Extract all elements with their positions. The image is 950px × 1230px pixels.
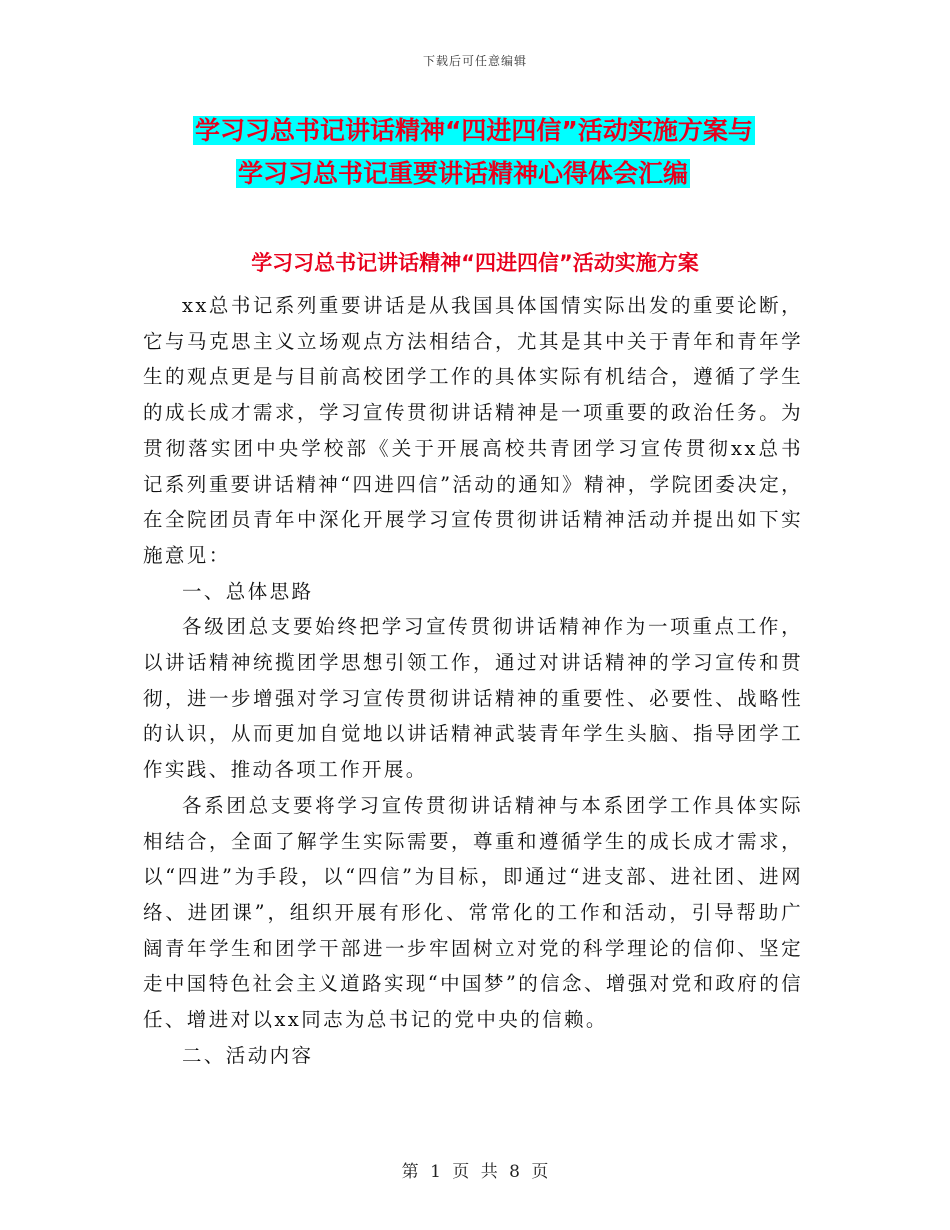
main-title-line-1-text: 学习习总书记讲话精神“四进四信”活动实施方案与	[195, 116, 753, 145]
page-header: 下载后可任意编辑	[422, 54, 527, 68]
body-paragraph: 各级团总支要始终把学习宣传贯彻讲话精神作为一项重点工作，以讲话精神统揽团学思想引领工作，通过对讲话精神的学习宣传和贯彻，进一步增强对学习宣传贯彻讲话精神的重要性、必要性、战略性的认识，从而更加自觉地以讲话精神武装青年学生头脑、指导团学工作实践、推动各项工作开展。	[143, 615, 803, 782]
document-body	[143, 288, 803, 1073]
body-paragraph: 各系团总支要将学习宣传贯彻讲话精神与本系团学工作具体实际相结合，全面了解学生实际需要，尊重和遵循学生的成长成才需求，以“四进”为手段，以“四信”为目标，即通过“进支部、进社团、进网络、进团课”，组织开展有形化、常常化的工作和活动，引导帮助广阔青年学生和团学干部进一步牢固树立对党的科学理论的信仰、坚定走中国特色社会主义道路实现“中国梦”的信念、增强对党和政府的信任、增进对以xx同志为总书记的党中央的信赖。	[143, 793, 803, 1032]
main-title-line-2-text: 学习习总书记重要讲话精神心得体会汇编	[238, 159, 689, 188]
section-heading-overall-approach: 一、总体思路	[182, 579, 314, 603]
intro-paragraph: xx总书记系列重要讲话是从我国具体国情实际出发的重要论断，它与马克思主义立场观点方法相结合，尤其是其中关于青年和青年学生的观点更是与目前高校团学工作的具体实际有机结合，遵循了学生的成长成才需求，学习宣传贯彻讲话精神是一项重要的政治任务。为贯彻落实团中央学校部《关于开展高校共青团学习宣传贯彻xx总书记系列重要讲话精神“四进四信”活动的通知》精神，学院团委决定，在全院团员青年中深化开展学习宣传贯彻讲话精神活动并提出如下实施意见：	[143, 294, 803, 567]
page-footer: 第 1 页 共 8 页	[401, 1162, 549, 1182]
section-heading-activity-content: 二、活动内容	[182, 1043, 314, 1067]
main-title-line-1	[0, 114, 950, 148]
section-title: 学习习总书记讲话精神“四进四信”活动实施方案	[251, 251, 699, 275]
main-title-line-2	[0, 157, 950, 191]
